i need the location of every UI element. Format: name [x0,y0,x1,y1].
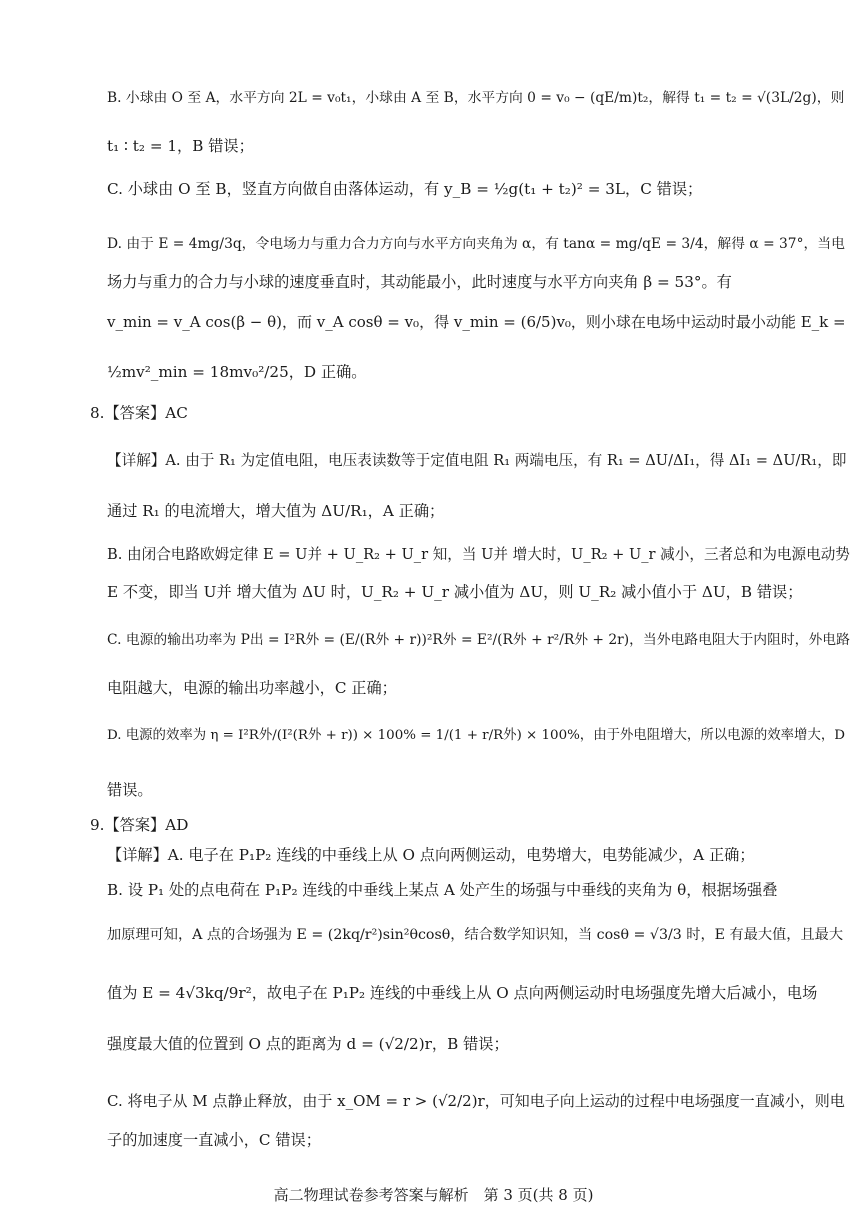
text-line: D. 由于 E = 4mg/3q，令电场力与重力合力方向与水平方向夹角为 α，有 tanα = mg/qE = 3/4，解得 α = 37°，当电 [107,236,845,252]
answer-heading-8: 8.【答案】AC [90,404,188,422]
text-line: D. 电源的效率为 η = I²R外/(I²(R外 + r)) × 100% = 1/(1 + r/R外) × 100%，由于外电阻增大，所以电源的效率增大，D [107,728,845,743]
text-line: 场力与重力的合力与小球的速度垂直时，其动能最小，此时速度与水平方向夹角 β = 53°。有 [107,273,732,291]
text-line: 【详解】A. 由于 R₁ 为定值电阻，电压表读数等于定值电阻 R₁ 两端电压，有 R₁ = ΔU/ΔI₁，得 ΔI₁ = ΔU/R₁，即 [107,452,847,469]
text-line: t₁ ∶ t₂ = 1，B 错误； [107,137,254,155]
text-line: B. 小球由 O 至 A，水平方向 2L = v₀t₁，小球由 A 至 B，水平方向 0 = v₀ − (qE/m)t₂，解得 t₁ = t₂ = √(3L/2g)，则 [107,90,845,106]
text-line: C. 电源的输出功率为 P出 = I²R外 = (E/(R外 + r))²R外 = E²/(R外 + r²/R外 + 2r)，当外电路电阻大于内阻时，外电路 [107,632,850,648]
text-line: 通过 R₁ 的电流增大，增大值为 ΔU/R₁，A 正确； [107,502,445,520]
text-line: 子的加速度一直减小，C 错误； [107,1131,321,1149]
page-footer: 高二物理试卷参考答案与解析 第 3 页(共 8 页) [273,1186,594,1204]
text-line: 电阻越大，电源的输出功率越小，C 正确； [107,679,397,697]
text-line: 【详解】A. 电子在 P₁P₂ 连线的中垂线上从 O 点向两侧运动，电势增大，电势能减少，A 正确； [107,846,755,864]
text-line: C. 将电子从 M 点静止释放，由于 x_OM = r > (√2/2)r，可知电子向上运动的过程中电场强度一直减小，则电 [107,1092,845,1110]
text-line: v_min = v_A cos(β − θ)，而 v_A cosθ = v₀，得 v_min = (6/5)v₀，则小球在电场中运动时最小动能 E_k = [107,313,846,331]
answer-heading-9: 9.【答案】AD [90,816,189,834]
text-line: 强度最大值的位置到 O 点的距离为 d = (√2/2)r，B 错误； [107,1035,509,1053]
text-line: B. 由闭合电路欧姆定律 E = U并 + U_R₂ + U_r 知，当 U并 增大时，U_R₂ + U_r 减小，三者总和为电源电动势 [107,546,850,563]
text-line: 值为 E = 4√3kq/9r²，故电子在 P₁P₂ 连线的中垂线上从 O 点向两侧运动时电场强度先增大后减小，电场 [107,984,818,1002]
text-line: 错误。 [107,781,153,799]
text-line: B. 设 P₁ 处的点电荷在 P₁P₂ 连线的中垂线上某点 A 处产生的场强与中垂线的夹角为 θ，根据场强叠 [107,881,778,899]
text-line: 加原理可知，A 点的合场强为 E = (2kq/r²)sin²θcosθ，结合数学知识知，当 cosθ = √3/3 时，E 有最大值，且最大 [107,927,844,943]
text-line: C. 小球由 O 至 B，竖直方向做自由落体运动，有 y_B = ½g(t₁ + t₂)² = 3L，C 错误； [107,180,703,198]
text-line: E 不变，即当 U并 增大值为 ΔU 时，U_R₂ + U_r 减小值为 ΔU，则 U_R₂ 减小值小于 ΔU，B 错误； [107,583,803,601]
text-line: ½mv²_min = 18mv₀²/25，D 正确。 [107,363,367,381]
